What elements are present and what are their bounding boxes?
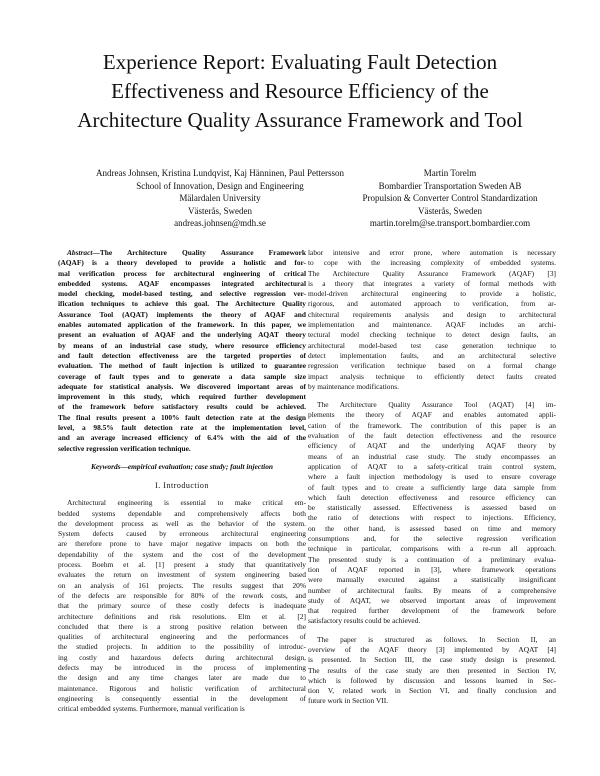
text-line: The final results present a 100% fault detection rate at the design xyxy=(58,412,306,422)
author-line: Propulsion & Converter Control Standardization xyxy=(362,193,538,203)
text-line: architecture definitions and risk resolutions. Elm et al. [2] xyxy=(58,611,306,621)
text-line: efficiency of AQAT and the underlying AQAF theory by xyxy=(308,441,556,451)
text-line: selective regression verification technique. xyxy=(58,443,191,453)
text-line: adequate for statistical analysis. We discovered important areas of xyxy=(58,381,306,391)
title-line: Effectiveness and Resource Efficiency of the xyxy=(111,79,489,103)
text-line: tion of AQAF reported in [3], where framework operations xyxy=(308,564,556,574)
text-line: future work in Section VII. xyxy=(308,696,389,706)
text-line: model checking, model-based testing, and selective regression ver- xyxy=(58,289,306,299)
text-line: Assurance Tool (AQAT) implements the theory of AQAF and xyxy=(58,309,306,319)
text-line: The Architecture Quality Assurance Tool (AQAT) [4] im- xyxy=(317,400,556,410)
right-column xyxy=(308,248,556,707)
left-column xyxy=(58,248,306,714)
text-line: of the defects are responsible for 80% of the rework costs, and xyxy=(58,590,306,600)
text-line: tion V, related work in Section VI, and finally conclusion and xyxy=(308,686,556,696)
text-line: impact analysis technique to efficiently detect faults created xyxy=(308,371,556,381)
text-line: (AQAF) is a theory developed to provide a holistic and for- xyxy=(58,258,306,268)
text-line: detect implementation faults, and an architectural selective xyxy=(308,350,556,360)
title-line: Experience Report: Evaluating Fault Detection xyxy=(102,50,498,74)
text-line: The Architecture Quality Assurance Framework (AQAF) [3] xyxy=(308,268,556,278)
text-line: is a theory that integrates a variety of formal methods with xyxy=(308,278,556,288)
text-line: dependability of the system and the cost of the development xyxy=(58,549,306,559)
text-line: that the primary source of these costly defects is inadequate xyxy=(58,601,306,611)
text-line: tectural model checking technique to detect design faults, an xyxy=(308,330,556,340)
text-line: consumptions and, for the selective regression verification xyxy=(308,534,556,544)
text-line: chitectural requirements analysis and design to architectural xyxy=(308,309,556,319)
text-line: coverage of fault types and to generate a data sample size xyxy=(58,371,306,381)
author-line: Andreas Johnsen, Kristina Lundqvist, Kaj Hänninen, Paul Pettersson xyxy=(96,168,344,178)
author-line: Martin Torelm xyxy=(423,168,477,178)
text-line: evaluates the return on investment of system engineering based xyxy=(58,570,306,580)
text-line: level, a 98.5% fault detection rate at the implementation level, xyxy=(58,423,306,433)
text-line: the design and any time changes later are made due to xyxy=(58,673,306,683)
author-block-left xyxy=(80,167,360,230)
text-line: is presented. In Section III, the case study design is presented. xyxy=(308,655,556,665)
text-line xyxy=(58,248,306,258)
paper-title xyxy=(40,48,560,135)
author-line: Västerås, Sweden xyxy=(418,205,482,216)
text-line: The paper is structured as follows. In Section II, an xyxy=(317,634,556,644)
author-line: Västerås, Sweden xyxy=(188,205,252,216)
text-line: defects may be introduced in the process of implementing xyxy=(58,662,306,672)
text-line: to cope with the increasing complexity of embedded systems. xyxy=(308,258,556,268)
author-line: School of Innovation, Design and Engineering xyxy=(136,180,304,191)
text-line: architectural model-based test case generation technique to xyxy=(308,340,556,350)
text-line: of the framework before satisfactory results could be achieved. xyxy=(58,402,306,412)
author-line: Mälardalen University xyxy=(179,193,261,203)
author-block-right xyxy=(350,167,550,230)
text-line: which fault detection effectiveness and resource efficiency can xyxy=(308,492,556,502)
text-line: were manually executed against a statistically insignificant xyxy=(308,575,556,585)
text-line: and an average increased efficiency of 6.4% with the aid of the xyxy=(58,433,306,443)
text-line: overview of the AQAF theory [3] implemented by AQAT [4] xyxy=(308,644,556,654)
text-line: Architectural engineering is essential to make critical em- xyxy=(67,498,306,508)
author-line: martin.torelm@se.transport.bombardier.com xyxy=(369,218,531,228)
text-line: the development process as well as the behavior of the system. xyxy=(58,518,306,528)
text-line: The results of the case study are then presented in Section IV, xyxy=(308,665,556,675)
text-line: System defects caused by erroneous architectural engineering xyxy=(58,529,306,539)
text-line: process. Boehm et al. [1] present a study that quantitatively xyxy=(58,560,306,570)
text-line: application of AQAT to a safety-critical train control system, xyxy=(308,461,556,471)
text-line: means of an industrial case study. The study encompasses an xyxy=(308,451,556,461)
abstract-label: Abstract xyxy=(67,248,93,257)
abstract-text: —The Architecture Quality Assurance Framework xyxy=(92,248,306,257)
text-line: the ratio of detections with respect to injections. Efficiency, xyxy=(308,513,556,523)
paragraph-structure xyxy=(308,635,556,707)
abstract xyxy=(58,248,306,454)
author-line: andreas.johnsen@mdh.se xyxy=(174,218,266,228)
text-line: satisfactory results could be achieved. xyxy=(308,616,421,626)
text-line: maintenance. Rigorous and holistic verification of architectural xyxy=(58,683,306,693)
text-line: of fault types and to create a sufficiently large data sample from xyxy=(308,482,556,492)
text-line: regression verification technique based on a formal change xyxy=(308,361,556,371)
text-line: ing costly and hazardous defects during architectural design, xyxy=(58,652,306,662)
paragraph-aqaf xyxy=(308,248,556,392)
text-line: that required further development of the framework before xyxy=(308,606,556,616)
text-line: on an analysis of 161 projects. The results suggest that 20% xyxy=(58,580,306,590)
text-line: critical embedded systems. Furthermore, manual verification is xyxy=(58,704,245,714)
text-line: where a fault injection methodology is used to ensure coverage xyxy=(308,472,556,482)
text-line: which is followed by discussion and lessons learned in Sec- xyxy=(308,675,556,685)
text-line: model-driven architectural engineering to provide a holistic, xyxy=(308,289,556,299)
text-line: labor intensive and error prone, where automation is necessary xyxy=(308,248,556,257)
text-line: by means of an industrial case study, where resource efficiency xyxy=(58,340,306,350)
author-line: Bombardier Transportation Sweden AB xyxy=(378,180,522,191)
text-line: concluded that there is a strong positive relation between the xyxy=(58,621,306,631)
paragraph-aqat xyxy=(308,400,556,627)
text-line: are therefore prone to have major negative impacts on both the xyxy=(58,539,306,549)
text-line: embedded systems. AQAF encompasses integrated architectural xyxy=(58,278,306,288)
text-line: and fault detection effectiveness are the targeted properties of xyxy=(58,350,306,360)
text-line: engineering is consequently essential in the development of xyxy=(58,693,306,703)
text-line: on the other hand, is assessed based on time and memory xyxy=(308,523,556,533)
text-line: be statistically assessed. Effectiveness is assessed based on xyxy=(308,503,556,513)
text-line: bedded systems dependable and comprehensively affects both xyxy=(58,508,306,518)
text-line: study of AQAT, we observed important areas of improvement xyxy=(308,595,556,605)
text-line: by maintenance modifications. xyxy=(308,381,399,391)
text-line: the studied projects. In addition to the possibility of introduc- xyxy=(58,642,306,652)
title-line: Architecture Quality Assurance Framework and Tool xyxy=(77,108,523,132)
text-line: qualities of architectural engineering and the performances of xyxy=(58,632,306,642)
text-line: improvement in this study, which required further development xyxy=(58,392,306,402)
text-line: plements the theory of AQAF and enables automated appli- xyxy=(308,410,556,420)
text-line: enables automated application of the framework. In this paper, we xyxy=(58,320,306,330)
section-heading-introduction: I. Introduction xyxy=(155,481,209,491)
introduction-paragraph xyxy=(58,498,306,714)
text-line: mal verification process for architectural engineering of critical xyxy=(58,268,306,278)
text-line: evaluation of the fault detection effectiveness and the resource xyxy=(308,431,556,441)
text-line: present an evaluation of AQAF and the underlying AQAT theory xyxy=(58,330,306,340)
text-line: implementation and maintenance. AQAF includes an archi- xyxy=(308,320,556,330)
text-line: number of architectural faults. By means of a comprehensive xyxy=(308,585,556,595)
keywords: Keywords—empirical evaluation; case study; fault injection xyxy=(90,461,274,471)
text-line: rigorous, and automated approach to verification, from ar- xyxy=(308,299,556,309)
text-line: evaluation. The method of fault injection is utilized to guarantee xyxy=(58,361,306,371)
text-line: technique in particular, comparisons with a re-run all approach. xyxy=(308,544,556,554)
text-line: ification techniques to achieve this goal. The Architecture Quality xyxy=(58,299,306,309)
text-line: cation of the framework. The contribution of this paper is an xyxy=(308,420,556,430)
text-line: The presented study is a continuation of a preliminary evalua- xyxy=(308,554,556,564)
